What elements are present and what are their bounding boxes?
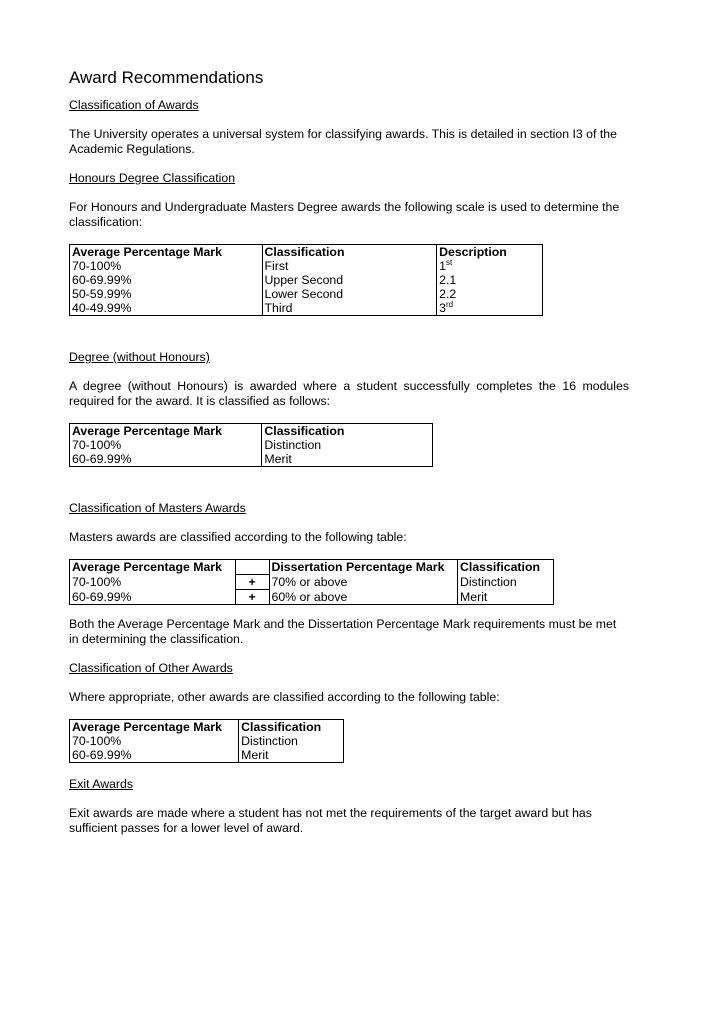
- header-cell: Average Percentage Mark: [70, 245, 263, 260]
- table-row: [70, 734, 344, 748]
- masters-heading: Classification of Masters Awards: [69, 501, 246, 515]
- header-cell: Classification: [262, 245, 437, 260]
- table-header-row: [70, 424, 433, 439]
- table-row: [70, 748, 344, 763]
- degree-heading: Degree (without Honours): [69, 350, 210, 364]
- degree-paragraph: A degree (without Honours) is awarded where a student successfully completes the 16 modules required for the award. It is classified as follows:: [69, 379, 629, 408]
- exit-awards-paragraph: Exit awards are made where a student has not met the requirements of the target award but has sufficient passes for a lower level of award.: [69, 806, 592, 835]
- dissertation-cell: 70% or above: [269, 575, 458, 590]
- table-row: [70, 273, 543, 287]
- plus-cell: +: [235, 575, 269, 590]
- classification-cell: Merit: [239, 748, 344, 763]
- header-cell: Classification: [239, 720, 344, 735]
- mark-cell: 60-69.99%: [70, 273, 263, 287]
- description-cell: 2.2: [437, 287, 543, 301]
- mark-cell: 70-100%: [70, 259, 263, 273]
- mark-cell: 70-100%: [70, 734, 239, 748]
- masters-paragraph: Masters awards are classified according to the following table:: [69, 530, 407, 544]
- mark-cell: 50-59.99%: [70, 287, 263, 301]
- description-cell: 2.1: [437, 273, 543, 287]
- document-page: [69, 68, 629, 850]
- classification-cell: Third: [262, 301, 437, 316]
- mark-cell: 60-69.99%: [70, 452, 262, 467]
- header-cell: Average Percentage Mark: [70, 560, 236, 575]
- table-header-row: [70, 560, 554, 575]
- mark-cell: 60-69.99%: [70, 590, 236, 605]
- header-cell: Dissertation Percentage Mark: [269, 560, 458, 575]
- table-header-row: [70, 245, 543, 260]
- other-awards-table: [69, 719, 344, 763]
- header-cell: Average Percentage Mark: [70, 720, 239, 735]
- dissertation-cell: 60% or above: [269, 590, 458, 605]
- classification-cell: Upper Second: [262, 273, 437, 287]
- description-cell: 3rd: [437, 301, 543, 316]
- honours-heading: Honours Degree Classification: [69, 171, 236, 185]
- other-awards-paragraph: Where appropriate, other awards are classified according to the following table:: [69, 690, 500, 704]
- honours-table: [69, 244, 543, 316]
- table-row: [70, 287, 543, 301]
- header-cell: Description: [437, 245, 543, 260]
- classification-cell: Distinction: [458, 575, 554, 590]
- other-awards-heading: Classification of Other Awards: [69, 661, 233, 675]
- classification-cell: Merit: [458, 590, 554, 605]
- description-cell: 1st: [437, 259, 543, 273]
- degree-table: [69, 423, 433, 467]
- header-cell: Classification: [262, 424, 433, 439]
- table-row: [70, 590, 554, 605]
- table-row: [70, 301, 543, 316]
- classification-of-awards-heading: Classification of Awards: [69, 98, 199, 112]
- header-cell: Average Percentage Mark: [70, 424, 262, 439]
- mark-cell: 70-100%: [70, 438, 262, 452]
- table-header-row: [70, 720, 344, 735]
- classification-cell: First: [262, 259, 437, 273]
- header-cell: [235, 560, 269, 575]
- intro-paragraph: The University operates a universal system for classifying awards. This is detailed in section I3 of the Academic Regulations.: [69, 127, 617, 156]
- mark-cell: 70-100%: [70, 575, 236, 590]
- header-cell: Classification: [458, 560, 554, 575]
- mark-cell: 40-49.99%: [70, 301, 263, 316]
- table-row: [70, 452, 433, 467]
- page-title: Award Recommendations: [69, 68, 264, 87]
- classification-cell: Lower Second: [262, 287, 437, 301]
- table-row: [70, 438, 433, 452]
- honours-paragraph: For Honours and Undergraduate Masters Degree awards the following scale is used to determine the classification:: [69, 200, 620, 229]
- table-row: [70, 259, 543, 273]
- classification-cell: Distinction: [239, 734, 344, 748]
- plus-cell: +: [235, 590, 269, 605]
- table-row: [70, 575, 554, 590]
- mark-cell: 60-69.99%: [70, 748, 239, 763]
- masters-table: [69, 559, 554, 605]
- exit-awards-heading: Exit Awards: [69, 777, 134, 791]
- classification-cell: Merit: [262, 452, 433, 467]
- masters-note: Both the Average Percentage Mark and the Dissertation Percentage Mark requirements must be met in determining the classification.: [69, 617, 617, 646]
- classification-cell: Distinction: [262, 438, 433, 452]
